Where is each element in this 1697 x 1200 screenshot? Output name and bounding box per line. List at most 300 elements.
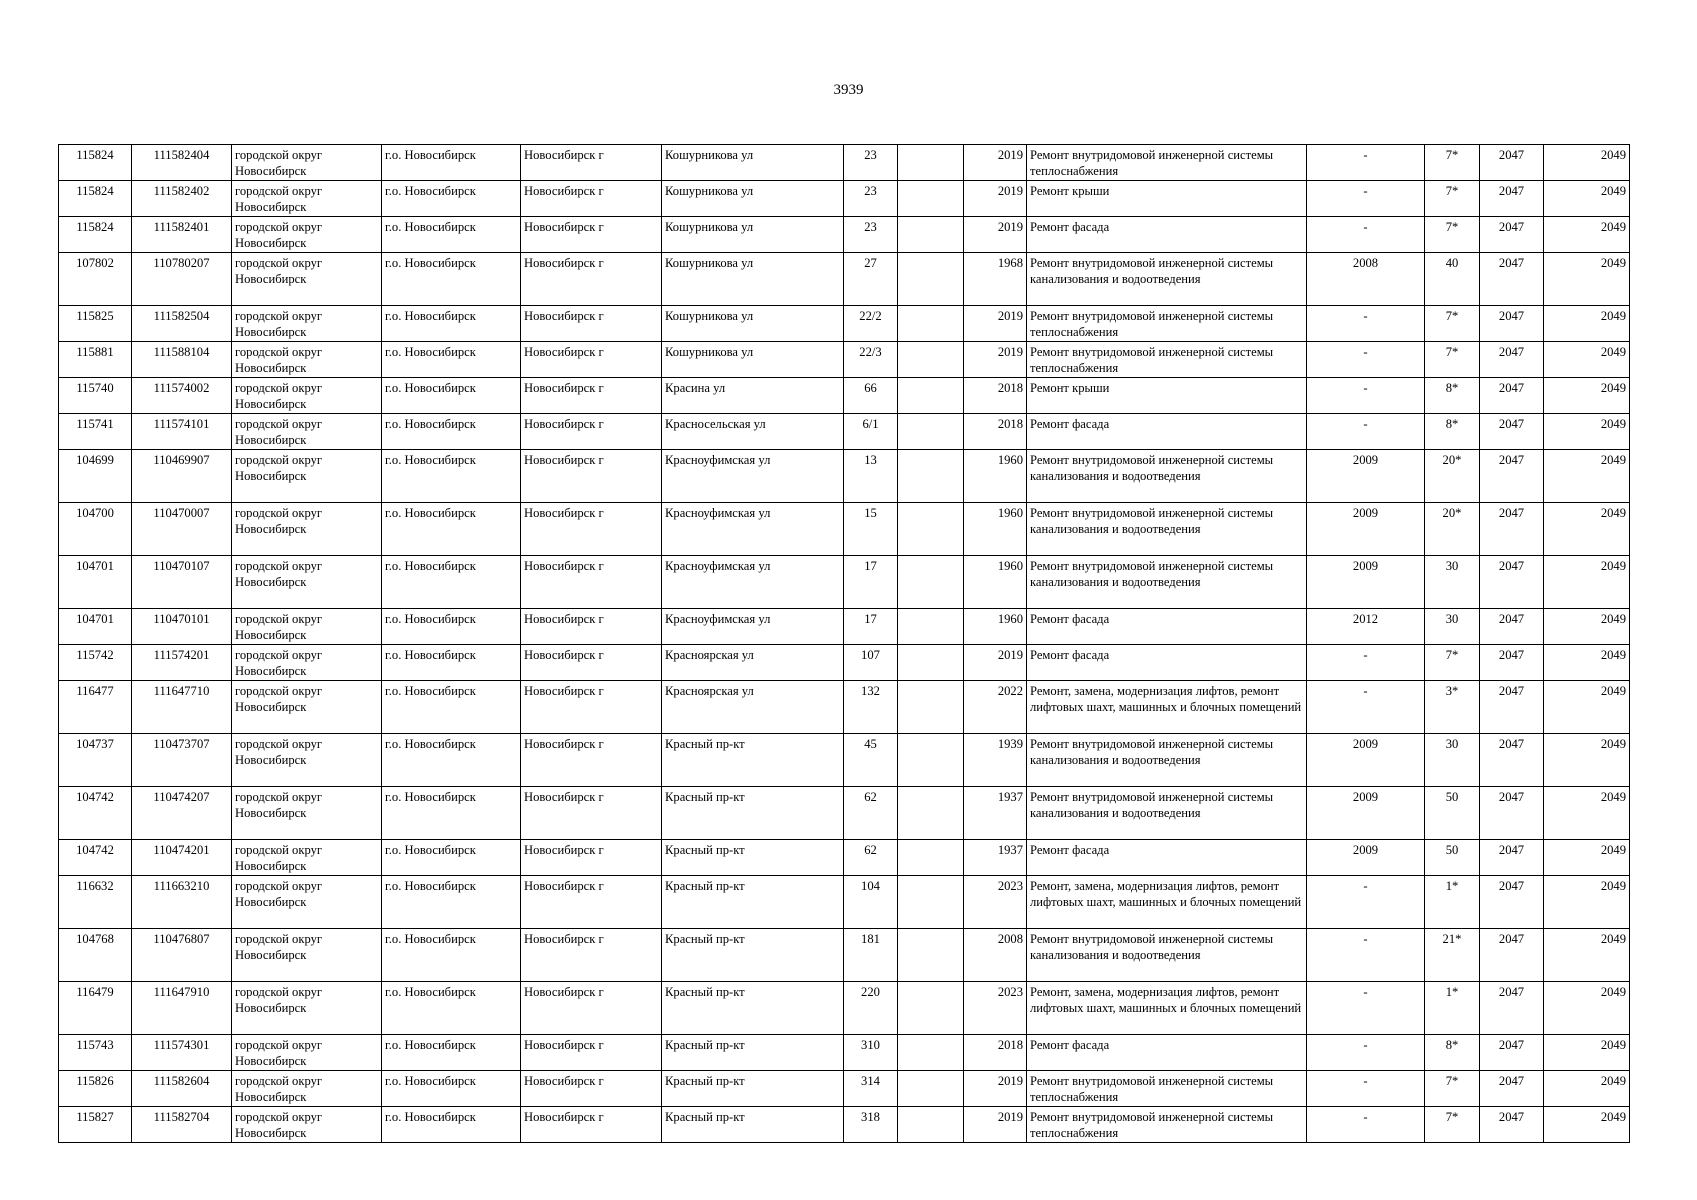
street-cell: Красноярская ул (662, 681, 844, 734)
plan-to-cell: 2049 (1544, 450, 1630, 503)
last-repair-cell: - (1307, 982, 1425, 1035)
page-number: 3939 (833, 82, 864, 98)
plan-to-cell: 2049 (1544, 145, 1630, 181)
house-id-cell: 104699 (59, 450, 132, 503)
settlement-cell: Новосибирск г (521, 217, 662, 253)
street-cell: Красноуфимская ул (662, 450, 844, 503)
table-row (59, 378, 1630, 414)
table-row (59, 982, 1630, 1035)
year-built-cell: 1939 (964, 734, 1027, 787)
plan-from-cell: 2047 (1480, 1071, 1544, 1107)
street-cell: Красный пр-кт (662, 1035, 844, 1071)
work-code-cell: 111582402 (132, 181, 232, 217)
plan-to-cell: 2049 (1544, 876, 1630, 929)
plan-from-cell: 2047 (1480, 217, 1544, 253)
settlement-cell: Новосибирск г (521, 253, 662, 306)
street-cell: Красный пр-кт (662, 982, 844, 1035)
wear-cell: 21* (1425, 929, 1480, 982)
work-type-cell: Ремонт внутридомовой инженерной системы канализования и водоотведения (1027, 787, 1307, 840)
work-code-cell: 111647710 (132, 681, 232, 734)
last-repair-cell: 2009 (1307, 556, 1425, 609)
wear-cell: 30 (1425, 734, 1480, 787)
district-cell: г.о. Новосибирск (382, 734, 521, 787)
work-code-cell: 110474207 (132, 787, 232, 840)
last-repair-cell: - (1307, 1035, 1425, 1071)
plan-from-cell: 2047 (1480, 734, 1544, 787)
wear-cell: 40 (1425, 253, 1480, 306)
wear-cell: 7* (1425, 1071, 1480, 1107)
house-id-cell: 115827 (59, 1107, 132, 1143)
wear-cell: 7* (1425, 342, 1480, 378)
house-id-cell: 115741 (59, 414, 132, 450)
building-cell (898, 1035, 964, 1071)
plan-from-cell: 2047 (1480, 145, 1544, 181)
house-number-cell: 23 (844, 145, 898, 181)
year-built-cell: 2018 (964, 414, 1027, 450)
house-number-cell: 23 (844, 217, 898, 253)
street-cell: Кошурникова ул (662, 342, 844, 378)
house-id-cell: 104742 (59, 840, 132, 876)
work-code-cell: 111574201 (132, 645, 232, 681)
last-repair-cell: 2012 (1307, 609, 1425, 645)
wear-cell: 50 (1425, 840, 1480, 876)
plan-from-cell: 2047 (1480, 840, 1544, 876)
district-cell: г.о. Новосибирск (382, 840, 521, 876)
work-type-cell: Ремонт внутридомовой инженерной системы канализования и водоотведения (1027, 503, 1307, 556)
plan-from-cell: 2047 (1480, 787, 1544, 840)
building-cell (898, 556, 964, 609)
settlement-cell: Новосибирск г (521, 145, 662, 181)
house-id-cell: 104701 (59, 609, 132, 645)
work-type-cell: Ремонт крыши (1027, 181, 1307, 217)
municipality-cell: городской округ Новосибирск (232, 414, 382, 450)
district-cell: г.о. Новосибирск (382, 982, 521, 1035)
last-repair-cell: 2008 (1307, 253, 1425, 306)
house-number-cell: 181 (844, 929, 898, 982)
settlement-cell: Новосибирск г (521, 1071, 662, 1107)
work-code-cell: 111574002 (132, 378, 232, 414)
plan-from-cell: 2047 (1480, 503, 1544, 556)
wear-cell: 3* (1425, 681, 1480, 734)
house-number-cell: 23 (844, 181, 898, 217)
year-built-cell: 1968 (964, 253, 1027, 306)
table-row (59, 787, 1630, 840)
plan-to-cell: 2049 (1544, 217, 1630, 253)
municipality-cell: городской округ Новосибирск (232, 181, 382, 217)
settlement-cell: Новосибирск г (521, 342, 662, 378)
house-number-cell: 314 (844, 1071, 898, 1107)
settlement-cell: Новосибирск г (521, 876, 662, 929)
district-cell: г.о. Новосибирск (382, 1035, 521, 1071)
settlement-cell: Новосибирск г (521, 556, 662, 609)
municipality-cell: городской округ Новосибирск (232, 217, 382, 253)
work-code-cell: 110470107 (132, 556, 232, 609)
plan-to-cell: 2049 (1544, 253, 1630, 306)
last-repair-cell: - (1307, 181, 1425, 217)
street-cell: Кошурникова ул (662, 253, 844, 306)
house-number-cell: 107 (844, 645, 898, 681)
municipality-cell: городской округ Новосибирск (232, 378, 382, 414)
wear-cell: 30 (1425, 556, 1480, 609)
house-number-cell: 62 (844, 840, 898, 876)
plan-to-cell: 2049 (1544, 503, 1630, 556)
house-id-cell: 115743 (59, 1035, 132, 1071)
district-cell: г.о. Новосибирск (382, 342, 521, 378)
plan-from-cell: 2047 (1480, 253, 1544, 306)
municipality-cell: городской округ Новосибирск (232, 681, 382, 734)
work-code-cell: 111574101 (132, 414, 232, 450)
last-repair-cell: 2009 (1307, 840, 1425, 876)
house-number-cell: 17 (844, 556, 898, 609)
settlement-cell: Новосибирск г (521, 787, 662, 840)
municipality-cell: городской округ Новосибирск (232, 734, 382, 787)
work-code-cell: 110470007 (132, 503, 232, 556)
table-row (59, 145, 1630, 181)
last-repair-cell: 2009 (1307, 734, 1425, 787)
table-row (59, 503, 1630, 556)
house-id-cell: 104737 (59, 734, 132, 787)
last-repair-cell: - (1307, 217, 1425, 253)
municipality-cell: городской округ Новосибирск (232, 1035, 382, 1071)
plan-from-cell: 2047 (1480, 645, 1544, 681)
settlement-cell: Новосибирск г (521, 378, 662, 414)
house-number-cell: 66 (844, 378, 898, 414)
house-number-cell: 104 (844, 876, 898, 929)
settlement-cell: Новосибирск г (521, 1107, 662, 1143)
work-type-cell: Ремонт фасада (1027, 217, 1307, 253)
table-row (59, 217, 1630, 253)
wear-cell: 7* (1425, 645, 1480, 681)
wear-cell: 1* (1425, 982, 1480, 1035)
year-built-cell: 2023 (964, 876, 1027, 929)
municipality-cell: городской округ Новосибирск (232, 306, 382, 342)
building-cell (898, 181, 964, 217)
municipality-cell: городской округ Новосибирск (232, 609, 382, 645)
work-code-cell: 110469907 (132, 450, 232, 503)
plan-to-cell: 2049 (1544, 342, 1630, 378)
work-type-cell: Ремонт внутридомовой инженерной системы теплоснабжения (1027, 1107, 1307, 1143)
year-built-cell: 2019 (964, 1107, 1027, 1143)
plan-from-cell: 2047 (1480, 929, 1544, 982)
last-repair-cell: - (1307, 681, 1425, 734)
table-row (59, 609, 1630, 645)
work-type-cell: Ремонт крыши (1027, 378, 1307, 414)
table-row (59, 1035, 1630, 1071)
wear-cell: 7* (1425, 181, 1480, 217)
house-id-cell: 115825 (59, 306, 132, 342)
house-number-cell: 15 (844, 503, 898, 556)
year-built-cell: 2019 (964, 145, 1027, 181)
work-code-cell: 110780207 (132, 253, 232, 306)
street-cell: Красноуфимская ул (662, 556, 844, 609)
municipality-cell: городской округ Новосибирск (232, 253, 382, 306)
district-cell: г.о. Новосибирск (382, 681, 521, 734)
last-repair-cell: - (1307, 1107, 1425, 1143)
building-cell (898, 787, 964, 840)
house-number-cell: 62 (844, 787, 898, 840)
building-cell (898, 253, 964, 306)
settlement-cell: Новосибирск г (521, 982, 662, 1035)
street-cell: Красный пр-кт (662, 840, 844, 876)
plan-to-cell: 2049 (1544, 840, 1630, 876)
plan-to-cell: 2049 (1544, 982, 1630, 1035)
wear-cell: 7* (1425, 145, 1480, 181)
wear-cell: 8* (1425, 378, 1480, 414)
building-cell (898, 378, 964, 414)
street-cell: Красный пр-кт (662, 929, 844, 982)
year-built-cell: 2019 (964, 645, 1027, 681)
settlement-cell: Новосибирск г (521, 929, 662, 982)
plan-to-cell: 2049 (1544, 181, 1630, 217)
building-cell (898, 414, 964, 450)
work-type-cell: Ремонт фасада (1027, 609, 1307, 645)
table-row (59, 645, 1630, 681)
street-cell: Кошурникова ул (662, 145, 844, 181)
street-cell: Красный пр-кт (662, 787, 844, 840)
municipality-cell: городской округ Новосибирск (232, 503, 382, 556)
plan-from-cell: 2047 (1480, 181, 1544, 217)
last-repair-cell: - (1307, 378, 1425, 414)
plan-to-cell: 2049 (1544, 787, 1630, 840)
street-cell: Красноярская ул (662, 645, 844, 681)
wear-cell: 8* (1425, 1035, 1480, 1071)
wear-cell: 7* (1425, 306, 1480, 342)
street-cell: Красноуфимская ул (662, 609, 844, 645)
last-repair-cell: - (1307, 876, 1425, 929)
building-cell (898, 1107, 964, 1143)
wear-cell: 7* (1425, 217, 1480, 253)
last-repair-cell: 2009 (1307, 450, 1425, 503)
street-cell: Кошурникова ул (662, 306, 844, 342)
work-type-cell: Ремонт внутридомовой инженерной системы канализования и водоотведения (1027, 253, 1307, 306)
table-row (59, 342, 1630, 378)
house-id-cell: 116477 (59, 681, 132, 734)
year-built-cell: 1937 (964, 787, 1027, 840)
house-id-cell: 104701 (59, 556, 132, 609)
year-built-cell: 2019 (964, 181, 1027, 217)
plan-from-cell: 2047 (1480, 1107, 1544, 1143)
work-type-cell: Ремонт, замена, модернизация лифтов, ремонт лифтовых шахт, машинных и блочных помещений (1027, 681, 1307, 734)
plan-to-cell: 2049 (1544, 414, 1630, 450)
plan-to-cell: 2049 (1544, 929, 1630, 982)
settlement-cell: Новосибирск г (521, 414, 662, 450)
plan-from-cell: 2047 (1480, 450, 1544, 503)
building-cell (898, 342, 964, 378)
settlement-cell: Новосибирск г (521, 645, 662, 681)
work-type-cell: Ремонт фасада (1027, 840, 1307, 876)
settlement-cell: Новосибирск г (521, 450, 662, 503)
street-cell: Кошурникова ул (662, 181, 844, 217)
district-cell: г.о. Новосибирск (382, 1071, 521, 1107)
district-cell: г.о. Новосибирск (382, 450, 521, 503)
last-repair-cell: - (1307, 306, 1425, 342)
work-type-cell: Ремонт внутридомовой инженерной системы теплоснабжения (1027, 145, 1307, 181)
year-built-cell: 1960 (964, 609, 1027, 645)
district-cell: г.о. Новосибирск (382, 217, 521, 253)
year-built-cell: 2008 (964, 929, 1027, 982)
house-id-cell: 115824 (59, 145, 132, 181)
district-cell: г.о. Новосибирск (382, 145, 521, 181)
house-id-cell: 115826 (59, 1071, 132, 1107)
last-repair-cell: - (1307, 645, 1425, 681)
last-repair-cell: - (1307, 414, 1425, 450)
municipality-cell: городской округ Новосибирск (232, 1107, 382, 1143)
street-cell: Красный пр-кт (662, 734, 844, 787)
plan-to-cell: 2049 (1544, 1071, 1630, 1107)
wear-cell: 20* (1425, 503, 1480, 556)
last-repair-cell: - (1307, 929, 1425, 982)
settlement-cell: Новосибирск г (521, 1035, 662, 1071)
year-built-cell: 2023 (964, 982, 1027, 1035)
municipality-cell: городской округ Новосибирск (232, 1071, 382, 1107)
work-type-cell: Ремонт фасада (1027, 414, 1307, 450)
work-code-cell: 110470101 (132, 609, 232, 645)
last-repair-cell: 2009 (1307, 503, 1425, 556)
work-code-cell: 111582404 (132, 145, 232, 181)
work-type-cell: Ремонт внутридомовой инженерной системы канализования и водоотведения (1027, 734, 1307, 787)
building-cell (898, 645, 964, 681)
house-number-cell: 6/1 (844, 414, 898, 450)
last-repair-cell: 2009 (1307, 787, 1425, 840)
table-row (59, 876, 1630, 929)
table-row (59, 556, 1630, 609)
year-built-cell: 2018 (964, 1035, 1027, 1071)
year-built-cell: 2019 (964, 1071, 1027, 1107)
year-built-cell: 1960 (964, 556, 1027, 609)
table-body (59, 145, 1630, 1143)
district-cell: г.о. Новосибирск (382, 929, 521, 982)
work-code-cell: 111582704 (132, 1107, 232, 1143)
house-id-cell: 116632 (59, 876, 132, 929)
work-code-cell: 111663210 (132, 876, 232, 929)
year-built-cell: 1960 (964, 450, 1027, 503)
street-cell: Красный пр-кт (662, 1071, 844, 1107)
district-cell: г.о. Новосибирск (382, 787, 521, 840)
settlement-cell: Новосибирск г (521, 609, 662, 645)
house-number-cell: 27 (844, 253, 898, 306)
settlement-cell: Новосибирск г (521, 734, 662, 787)
municipality-cell: городской округ Новосибирск (232, 450, 382, 503)
work-code-cell: 111588104 (132, 342, 232, 378)
plan-from-cell: 2047 (1480, 1035, 1544, 1071)
plan-from-cell: 2047 (1480, 982, 1544, 1035)
table-row (59, 253, 1630, 306)
year-built-cell: 1937 (964, 840, 1027, 876)
work-type-cell: Ремонт внутридомовой инженерной системы канализования и водоотведения (1027, 929, 1307, 982)
house-number-cell: 22/2 (844, 306, 898, 342)
wear-cell: 50 (1425, 787, 1480, 840)
house-number-cell: 318 (844, 1107, 898, 1143)
last-repair-cell: - (1307, 342, 1425, 378)
district-cell: г.о. Новосибирск (382, 414, 521, 450)
year-built-cell: 2019 (964, 342, 1027, 378)
work-type-cell: Ремонт внутридомовой инженерной системы теплоснабжения (1027, 342, 1307, 378)
building-cell (898, 681, 964, 734)
house-number-cell: 132 (844, 681, 898, 734)
street-cell: Кошурникова ул (662, 217, 844, 253)
district-cell: г.о. Новосибирск (382, 609, 521, 645)
settlement-cell: Новосибирск г (521, 503, 662, 556)
building-cell (898, 840, 964, 876)
year-built-cell: 2019 (964, 306, 1027, 342)
settlement-cell: Новосибирск г (521, 681, 662, 734)
street-cell: Красноуфимская ул (662, 503, 844, 556)
district-cell: г.о. Новосибирск (382, 253, 521, 306)
table-row (59, 734, 1630, 787)
district-cell: г.о. Новосибирск (382, 1107, 521, 1143)
wear-cell: 30 (1425, 609, 1480, 645)
house-number-cell: 22/3 (844, 342, 898, 378)
year-built-cell: 1960 (964, 503, 1027, 556)
work-code-cell: 111582504 (132, 306, 232, 342)
building-cell (898, 1071, 964, 1107)
house-id-cell: 115881 (59, 342, 132, 378)
table-row (59, 929, 1630, 982)
work-code-cell: 111574301 (132, 1035, 232, 1071)
district-cell: г.о. Новосибирск (382, 556, 521, 609)
plan-to-cell: 2049 (1544, 1035, 1630, 1071)
house-id-cell: 115824 (59, 217, 132, 253)
work-type-cell: Ремонт внутридомовой инженерной системы теплоснабжения (1027, 306, 1307, 342)
house-id-cell: 115824 (59, 181, 132, 217)
plan-to-cell: 2049 (1544, 681, 1630, 734)
work-code-cell: 110474201 (132, 840, 232, 876)
settlement-cell: Новосибирск г (521, 840, 662, 876)
building-cell (898, 982, 964, 1035)
municipality-cell: городской округ Новосибирск (232, 840, 382, 876)
building-cell (898, 929, 964, 982)
building-cell (898, 503, 964, 556)
work-code-cell: 111647910 (132, 982, 232, 1035)
house-id-cell: 107802 (59, 253, 132, 306)
settlement-cell: Новосибирск г (521, 181, 662, 217)
district-cell: г.о. Новосибирск (382, 181, 521, 217)
municipality-cell: городской округ Новосибирск (232, 145, 382, 181)
building-cell (898, 145, 964, 181)
street-cell: Красина ул (662, 378, 844, 414)
house-id-cell: 104768 (59, 929, 132, 982)
plan-to-cell: 2049 (1544, 609, 1630, 645)
plan-to-cell: 2049 (1544, 556, 1630, 609)
building-cell (898, 306, 964, 342)
house-id-cell: 104742 (59, 787, 132, 840)
district-cell: г.о. Новосибирск (382, 306, 521, 342)
wear-cell: 8* (1425, 414, 1480, 450)
plan-to-cell: 2049 (1544, 378, 1630, 414)
municipality-cell: городской округ Новосибирск (232, 342, 382, 378)
house-number-cell: 310 (844, 1035, 898, 1071)
table-row (59, 681, 1630, 734)
work-code-cell: 110473707 (132, 734, 232, 787)
last-repair-cell: - (1307, 1071, 1425, 1107)
municipality-cell: городской округ Новосибирск (232, 645, 382, 681)
plan-from-cell: 2047 (1480, 342, 1544, 378)
plan-to-cell: 2049 (1544, 734, 1630, 787)
work-type-cell: Ремонт внутридомовой инженерной системы теплоснабжения (1027, 1071, 1307, 1107)
municipality-cell: городской округ Новосибирск (232, 787, 382, 840)
municipality-cell: городской округ Новосибирск (232, 876, 382, 929)
wear-cell: 20* (1425, 450, 1480, 503)
street-cell: Красный пр-кт (662, 1107, 844, 1143)
year-built-cell: 2018 (964, 378, 1027, 414)
wear-cell: 7* (1425, 1107, 1480, 1143)
work-code-cell: 111582401 (132, 217, 232, 253)
municipality-cell: городской округ Новосибирск (232, 929, 382, 982)
house-number-cell: 13 (844, 450, 898, 503)
plan-from-cell: 2047 (1480, 609, 1544, 645)
work-type-cell: Ремонт, замена, модернизация лифтов, ремонт лифтовых шахт, машинных и блочных помещений (1027, 876, 1307, 929)
work-code-cell: 111582604 (132, 1071, 232, 1107)
